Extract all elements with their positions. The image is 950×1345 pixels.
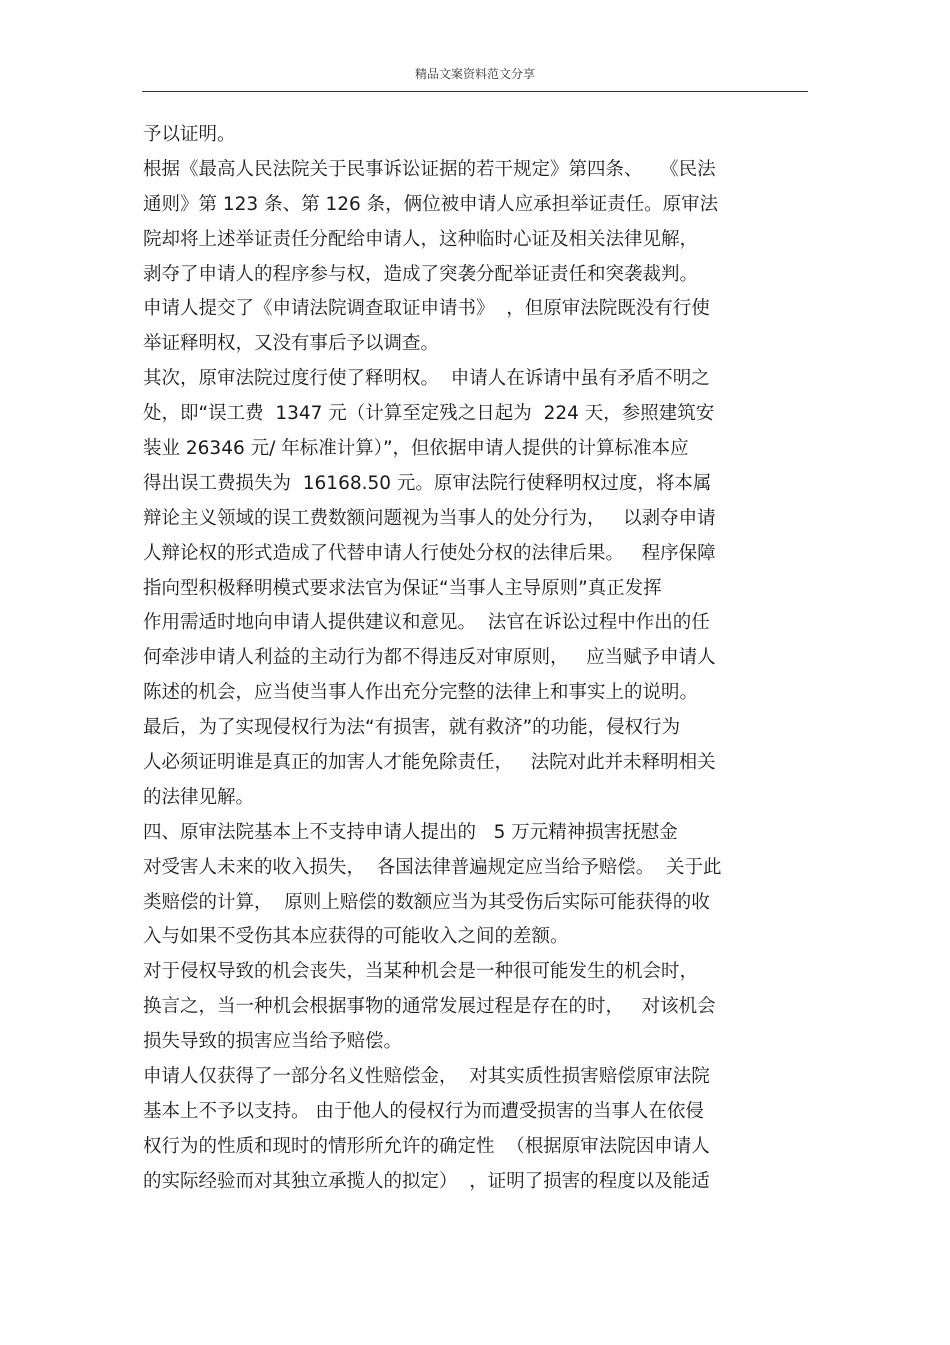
text-line: 举证释明权，又没有事后予以调查。 bbox=[143, 333, 440, 355]
text-line: 对受害人未来的收入损失， 各国法律普遍规定应当给予赔偿。 关于此 bbox=[143, 856, 722, 878]
text-line: 权行为的性质和现时的情形所允许的确定性 （根据原审法院因申请人 bbox=[143, 1135, 710, 1157]
text-line: 申请人提交了《申请法院调查取证申请书》 ，但原审法院既没有行使 bbox=[143, 298, 710, 320]
text-line: 人必须证明谁是真正的加害人才能免除责任， 法院对此并未释明相关 bbox=[143, 752, 716, 774]
header-divider bbox=[142, 91, 808, 92]
page-header: 精品文案资料范文分享 bbox=[414, 67, 535, 81]
text-line: 四、原审法院基本上不支持申请人提出的 5 万元精神损害抚慰金 bbox=[143, 821, 678, 843]
text-line: 得出误工费损失为 16168.50 元。原审法院行使释明权过度，将本属 bbox=[143, 472, 712, 494]
text-line: 根据《最高人民法院关于民事诉讼证据的若干规定》第四条、 《民法 bbox=[143, 158, 716, 180]
text-line: 何牵涉申请人利益的主动行为都不得违反对审原则， 应当赋予申请人 bbox=[143, 647, 716, 669]
text-line: 换言之，当一种机会根据事物的通常发展过程是存在的时， 对该机会 bbox=[143, 996, 716, 1018]
text-line: 指向型积极释明模式要求法官为保证“当事人主导原则”真正发挥 bbox=[143, 577, 662, 599]
text-line: 陈述的机会，应当使当事人作出充分完整的法律上和事实上的说明。 bbox=[143, 682, 699, 704]
text-line: 予以证明。 bbox=[143, 124, 236, 145]
text-line: 申请人仅获得了一部分名义性赔偿金， 对其实质性损害赔偿原审法院 bbox=[143, 1066, 710, 1088]
text-line: 的实际经验而对其独立承揽人的拟定） ，证明了损害的程度以及能适 bbox=[143, 1170, 710, 1192]
text-line: 入与如果不受伤其本应获得的可能收入之间的差额。 bbox=[143, 926, 569, 948]
text-line: 类赔偿的计算， 原则上赔偿的数额应当为其受伤后实际可能获得的收 bbox=[143, 891, 710, 913]
text-line: 院却将上述举证责任分配给申请人，这种临时心证及相关法律见解， bbox=[143, 228, 699, 250]
text-line: 装业 26346 元/ 年标准计算）”，但依据申请人提供的计算标准本应 bbox=[143, 438, 689, 460]
text-line: 人辩论权的形式造成了代替申请人行使处分权的法律后果。 程序保障 bbox=[143, 542, 716, 564]
text-line: 损失导致的损害应当给予赔偿。 bbox=[143, 1031, 403, 1053]
text-line: 作用需适时地向申请人提供建议和意见。 法官在诉讼过程中作出的任 bbox=[143, 612, 710, 634]
text-line: 通则》第 123 条、第 126 条，俩位被申请人应承担举证责任。原审法 bbox=[143, 193, 719, 215]
text-line: 其次，原审法院过度行使了释明权。 申请人在诉请中虽有矛盾不明之 bbox=[143, 368, 710, 390]
text-line: 处，即“误工费 1347 元（计算至定残之日起为 224 天，参照建筑安 bbox=[143, 403, 715, 425]
text-line: 的法律见解。 bbox=[143, 786, 255, 808]
text-line: 基本上不予以支持。 由于他人的侵权行为而遭受损害的当事人在依侵 bbox=[143, 1100, 704, 1122]
document-body bbox=[143, 118, 813, 1200]
text-line: 最后，为了实现侵权行为法“有损害，就有救济”的功能，侵权行为 bbox=[143, 717, 681, 739]
text-line: 辩论主义领域的误工费数额问题视为当事人的处分行为， 以剥夺申请 bbox=[143, 507, 716, 529]
text-line: 剥夺了申请人的程序参与权，造成了突袭分配举证责任和突袭裁判。 bbox=[143, 263, 699, 285]
text-line: 对于侵权导致的机会丧失，当某种机会是一种很可能发生的机会时， bbox=[143, 961, 699, 983]
